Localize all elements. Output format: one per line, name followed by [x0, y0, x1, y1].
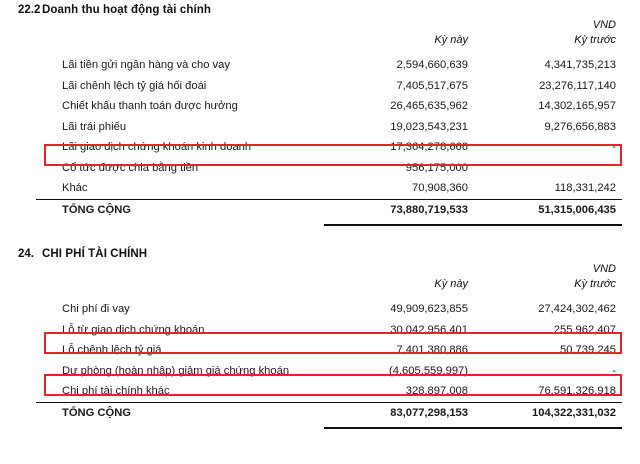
row-previous: 255,962,407 [553, 323, 616, 336]
row-label: Lỗ từ giao dịch chứng khoán [62, 323, 205, 336]
section-financial-income [0, 4, 640, 226]
row-label: Cổ tức được chia bằng tiền [62, 161, 199, 174]
spacer-row [36, 290, 622, 299]
financial-expense-table [36, 260, 622, 429]
underline-previous [474, 221, 622, 225]
row-label: Lãi giao dịch chứng khoán kinh doanh [62, 141, 252, 153]
unit-spacer-2 [324, 16, 474, 31]
header-current-period: Kỳ này [434, 34, 468, 46]
table-row [36, 117, 622, 138]
section-title: Doanh thu hoạt động tài chính [42, 4, 211, 16]
table-unit-row [36, 16, 622, 31]
header-blank [36, 31, 324, 46]
table-header-row [36, 31, 622, 46]
table-row [36, 76, 622, 97]
table-row [36, 299, 622, 320]
table-row [36, 96, 622, 117]
section-financial-expense [0, 248, 640, 429]
row-label: Khác [62, 182, 88, 194]
row-current: 17,364,278,666 [390, 141, 468, 153]
underline-blank [36, 424, 324, 428]
row-label: Lãi tiền gửi ngân hàng và cho vay [62, 59, 230, 71]
row-previous: 9,276,656,883 [544, 120, 616, 133]
total-label: TỔNG CỘNG [36, 199, 324, 221]
spacer-row [36, 46, 622, 55]
unit-label: VND [592, 263, 616, 275]
underline-previous [474, 424, 622, 428]
row-current: 956,175,000 [405, 161, 468, 174]
financial-income-table [36, 16, 622, 226]
row-current: 49,909,623,855 [390, 303, 468, 315]
row-previous: 27,424,302,462 [538, 303, 616, 315]
header-current-period: Kỳ này [434, 278, 468, 290]
row-label: Chiết khấu thanh toán được hưởng [62, 100, 238, 112]
section-heading [0, 248, 640, 260]
header-blank [36, 275, 324, 290]
table-row-highlighted [36, 361, 622, 382]
total-previous: 51,315,006,435 [474, 199, 622, 221]
row-previous: 4,341,735,213 [544, 59, 616, 71]
row-current: 7,405,517,675 [396, 79, 468, 92]
table-row [36, 340, 622, 361]
spacer-cell [36, 290, 622, 299]
row-previous: 118,331,242 [554, 182, 616, 194]
row-label: Dự phòng (hoàn nhập) giảm giá chứng khoán [62, 364, 290, 377]
row-current: 2,594,660,639 [396, 59, 468, 71]
total-current: 83,077,298,153 [324, 402, 474, 424]
table-row [36, 381, 622, 402]
table-row [36, 178, 622, 199]
header-previous-period: Kỳ trước [574, 278, 616, 290]
row-current: 7,401,380,886 [396, 344, 468, 356]
row-current: (4,605,559,997) [389, 364, 468, 377]
unit-spacer [36, 16, 324, 31]
section-title: CHI PHÍ TÀI CHÍNH [42, 248, 148, 260]
underline-current [324, 424, 474, 428]
row-current: 328,897,008 [405, 385, 468, 397]
total-underline-row [36, 221, 622, 225]
unit-spacer [36, 260, 324, 275]
row-previous: 76,591,326,918 [538, 385, 616, 397]
total-underline-row [36, 424, 622, 428]
section-number: 24. [18, 248, 34, 260]
underline-blank [36, 221, 324, 225]
spacer-cell [36, 46, 622, 55]
header-previous-period: Kỳ trước [574, 34, 616, 46]
row-label: Chi phí tài chính khác [62, 385, 170, 397]
underline-current [324, 221, 474, 225]
table-unit-row [36, 260, 622, 275]
unit-label: VND [592, 19, 616, 31]
table-row-highlighted [36, 320, 622, 341]
row-previous: 23,276,117,140 [539, 79, 616, 92]
row-current: 26,465,635,962 [390, 100, 468, 112]
row-previous [474, 158, 622, 179]
row-previous: - [612, 364, 616, 377]
row-current: 30,042,956,401 [390, 323, 468, 336]
row-previous: - [612, 141, 616, 153]
table-row [36, 55, 622, 76]
section-number: 22.2 [18, 4, 41, 16]
total-previous: 104,322,331,032 [474, 402, 622, 424]
table-total-row [36, 199, 622, 221]
unit-spacer-2 [324, 260, 474, 275]
row-label: Lãi trái phiếu [62, 120, 127, 133]
row-label: Lãi chênh lệch tỷ giá hối đoái [62, 79, 207, 92]
row-label: Chi phí đi vay [62, 303, 130, 315]
table-header-row [36, 275, 622, 290]
row-previous: 14,302,165,957 [538, 100, 616, 112]
total-current: 73,880,719,533 [324, 199, 474, 221]
table-row-highlighted [36, 137, 622, 158]
table-total-row [36, 402, 622, 424]
total-label: TỔNG CỘNG [36, 402, 324, 424]
row-current: 19,023,543,231 [390, 120, 468, 133]
row-previous: 50,739,245 [560, 344, 616, 356]
table-row [36, 158, 622, 179]
row-current: 70,908,360 [412, 182, 468, 194]
row-label: Lỗ chênh lệch tỷ giá [62, 344, 162, 356]
section-heading [0, 4, 640, 16]
